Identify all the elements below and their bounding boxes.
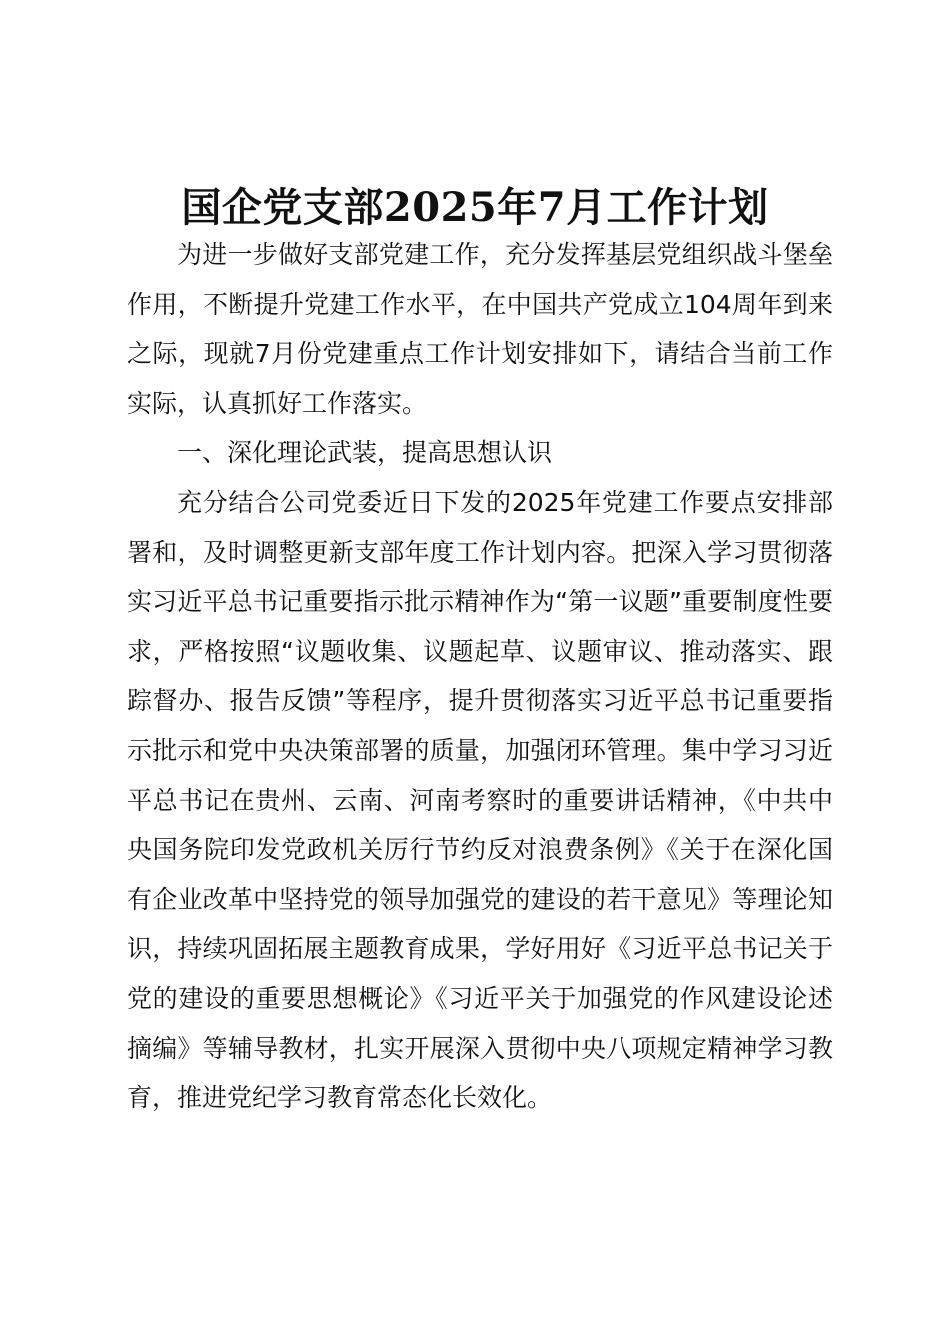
section-paragraph: 充分结合公司党委近日下发的2025年党建工作要点安排部署和，及时调整更新支部年度工作计划内容。把深入学习贯彻落实习近平总书记重要指示批示精神作为“第一议题”重要制度性要求，严格按照“议题收集、议题起草、议题审议、推动落实、跟踪督办、报告反馈”等程序，提升贯彻落实习近平总书记重要指示批示和党中央决策部署的质量，加强闭环管理。集中学习习近平总书记在贵州、云南、河南考察时的重要讲话精神，《中共中央国务院印发党政机关厉行节约反对浪费条例》《关于在深化国有企业改革中坚持党的领导加强党的建设的若干意见》等理论知识，持续巩固拓展主题教育成果，学好用好《习近平总书记关于党的建设的重要思想概论》《习近平关于加强党的作风建设论述摘编》等辅导教材，扎实开展深入贯彻中央八项规定精神学习教育，推进党纪学习教育常态化长效化。: [127, 487, 833, 1113]
document-body: [127, 230, 833, 1123]
document-title: 国企党支部2025年7月工作计划: [181, 184, 769, 231]
intro-paragraph: 为进一步做好支部党建工作，充分发挥基层党组织战斗堡垒作用，不断提升党建工作水平，在中国共产党成立104周年到来之际，现就7月份党建重点工作计划安排如下，请结合当前工作实际，认真抓好工作落实。: [127, 240, 833, 418]
section-heading: 一、深化理论武装，提高思想认识: [177, 438, 553, 468]
